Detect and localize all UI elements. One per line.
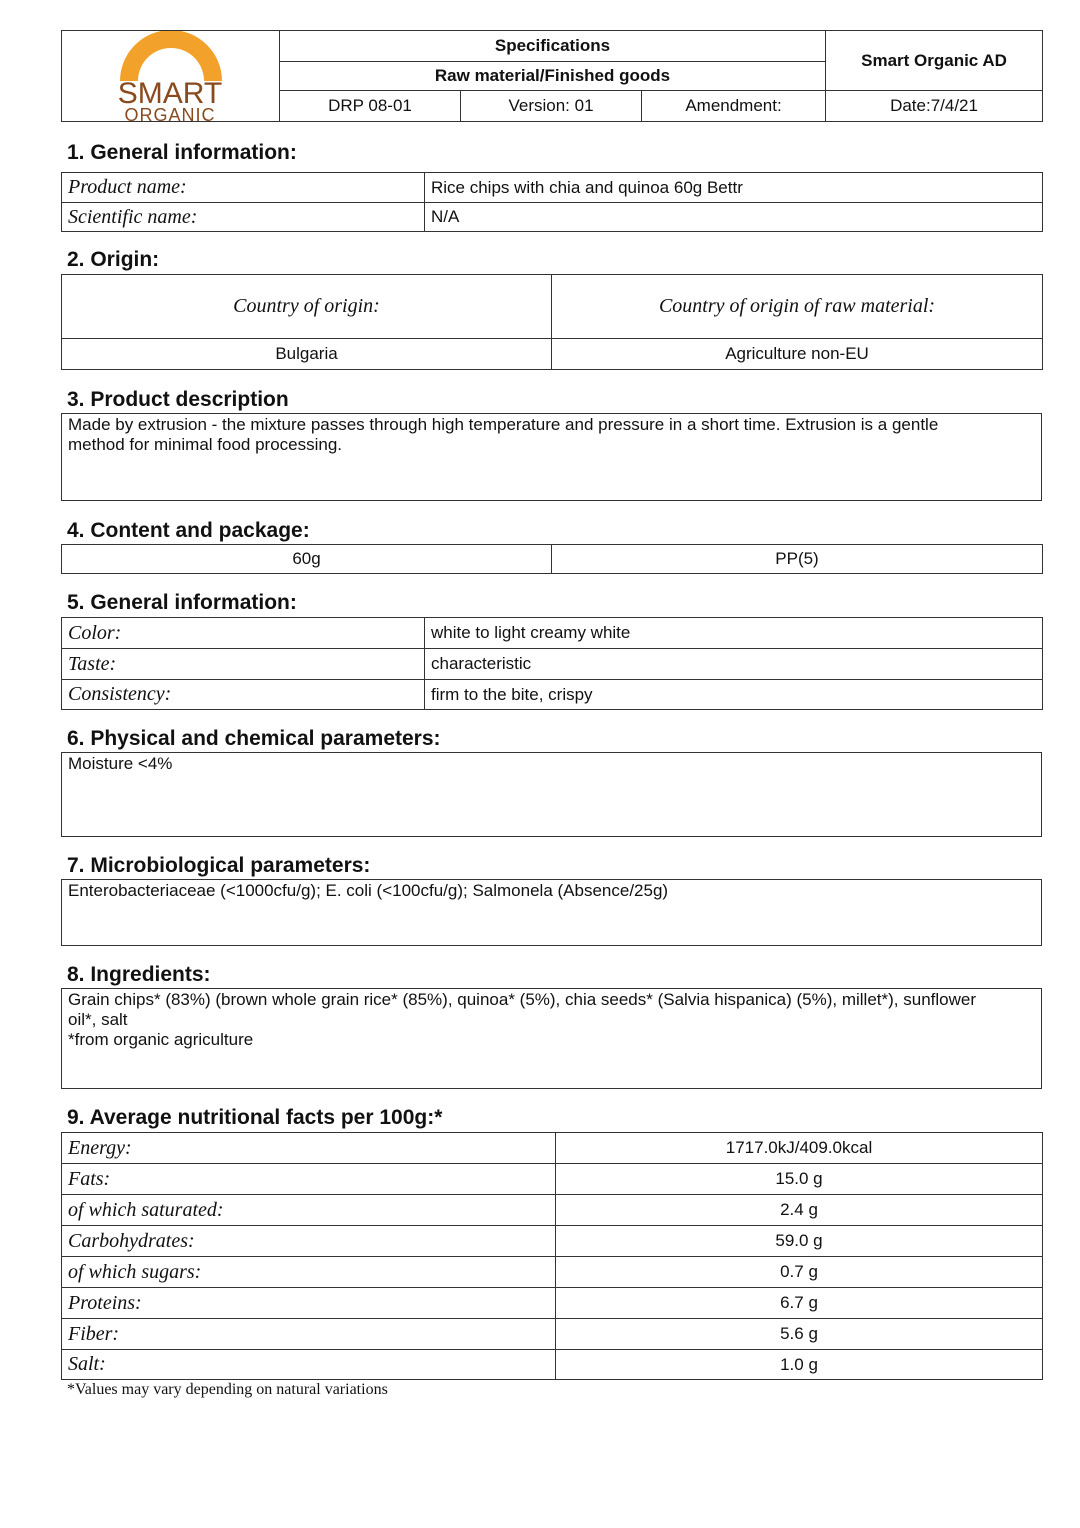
consistency-value: firm to the bite, crispy — [425, 680, 1043, 710]
content-package-table — [61, 544, 1043, 574]
country-of-origin-value: Bulgaria — [62, 339, 552, 370]
physical-chemical-box — [61, 752, 1042, 837]
moisture-text: Moisture <4% — [68, 754, 173, 773]
raw-material-origin-label: Country of origin of raw material: — [552, 275, 1043, 339]
sensory-table — [61, 617, 1043, 710]
logo-text-organic: ORGANIC — [124, 105, 216, 121]
nutrition-label: Salt: — [62, 1350, 556, 1380]
microbiological-text: Enterobacteriaceae (<1000cfu/g); E. coli (<100cfu/g); Salmonela (Absence/25g) — [68, 881, 669, 900]
taste-value: characteristic — [425, 649, 1043, 680]
section-4-heading: 4. Content and package: — [67, 519, 310, 542]
sun-logo-icon — [62, 31, 280, 121]
color-value: white to light creamy white — [425, 618, 1043, 649]
nutrition-label: of which saturated: — [62, 1195, 556, 1226]
consistency-label: Consistency: — [62, 680, 425, 710]
product-description-box — [61, 413, 1042, 501]
spec-title: Specifications — [280, 31, 826, 62]
section-8-heading: 8. Ingredients: — [67, 963, 211, 986]
date: Date:7/4/21 — [826, 91, 1043, 122]
nutrition-value: 0.7 g — [556, 1257, 1043, 1288]
nutrition-value: 5.6 g — [556, 1319, 1043, 1350]
raw-material-origin-value: Agriculture non-EU — [552, 339, 1043, 370]
ingredients-line-1: Grain chips* (83%) (brown whole grain rice* (85%), quinoa* (5%), chia seeds* (Salvia hispanica) (5%), millet*), sunflower — [68, 990, 976, 1009]
country-of-origin-label: Country of origin: — [62, 275, 552, 339]
company-name: Smart Organic AD — [826, 31, 1043, 91]
section-3-heading: 3. Product description — [67, 388, 289, 411]
ingredients-line-2: oil*, salt — [68, 1010, 128, 1029]
spec-subtitle: Raw material/Finished goods — [280, 62, 826, 91]
content-value: 60g — [62, 545, 552, 574]
footnote: *Values may vary depending on natural variations — [67, 1381, 388, 1398]
nutrition-label: Proteins: — [62, 1288, 556, 1319]
nutrition-value: 2.4 g — [556, 1195, 1043, 1226]
scientific-name-value: N/A — [425, 203, 1043, 232]
scientific-name-label: Scientific name: — [62, 203, 425, 232]
package-value: PP(5) — [552, 545, 1043, 574]
nutrition-value: 1717.0kJ/409.0kcal — [556, 1133, 1043, 1164]
section-2-heading: 2. Origin: — [67, 248, 160, 271]
nutrition-label: Energy: — [62, 1133, 556, 1164]
section-1-heading: 1. General information: — [67, 141, 297, 164]
logo-text-smart: SMART — [117, 77, 223, 110]
origin-table — [61, 274, 1043, 370]
description-line-1: Made by extrusion - the mixture passes through high temperature and pressure in a short time. Extrusion is a gentle — [68, 415, 939, 434]
nutrition-label: Fats: — [62, 1164, 556, 1195]
general-info-table — [61, 172, 1043, 232]
product-name-value: Rice chips with chia and quinoa 60g Bettr — [425, 173, 1043, 203]
description-line-2: method for minimal food processing. — [68, 435, 343, 454]
logo — [62, 31, 280, 122]
product-name-label: Product name: — [62, 173, 425, 203]
nutrition-value: 15.0 g — [556, 1164, 1043, 1195]
section-6-heading: 6. Physical and chemical parameters: — [67, 727, 441, 750]
nutrition-value: 1.0 g — [556, 1350, 1043, 1380]
amendment: Amendment: — [642, 91, 826, 122]
nutrition-label: Carbohydrates: — [62, 1226, 556, 1257]
doc-code: DRP 08-01 — [280, 91, 461, 122]
section-5-heading: 5. General information: — [67, 591, 297, 614]
nutrition-value: 6.7 g — [556, 1288, 1043, 1319]
section-9-heading: 9. Average nutritional facts per 100g:* — [67, 1106, 443, 1129]
microbiological-box — [61, 879, 1042, 946]
nutrition-label: Fiber: — [62, 1319, 556, 1350]
section-7-heading: 7. Microbiological parameters: — [67, 854, 371, 877]
ingredients-box — [61, 988, 1042, 1089]
header-table — [61, 30, 1043, 122]
nutrition-label: of which sugars: — [62, 1257, 556, 1288]
nutrition-value: 59.0 g — [556, 1226, 1043, 1257]
taste-label: Taste: — [62, 649, 425, 680]
color-label: Color: — [62, 618, 425, 649]
nutrition-table — [61, 1132, 1043, 1380]
ingredients-line-3: *from organic agriculture — [68, 1030, 254, 1049]
version: Version: 01 — [461, 91, 642, 122]
